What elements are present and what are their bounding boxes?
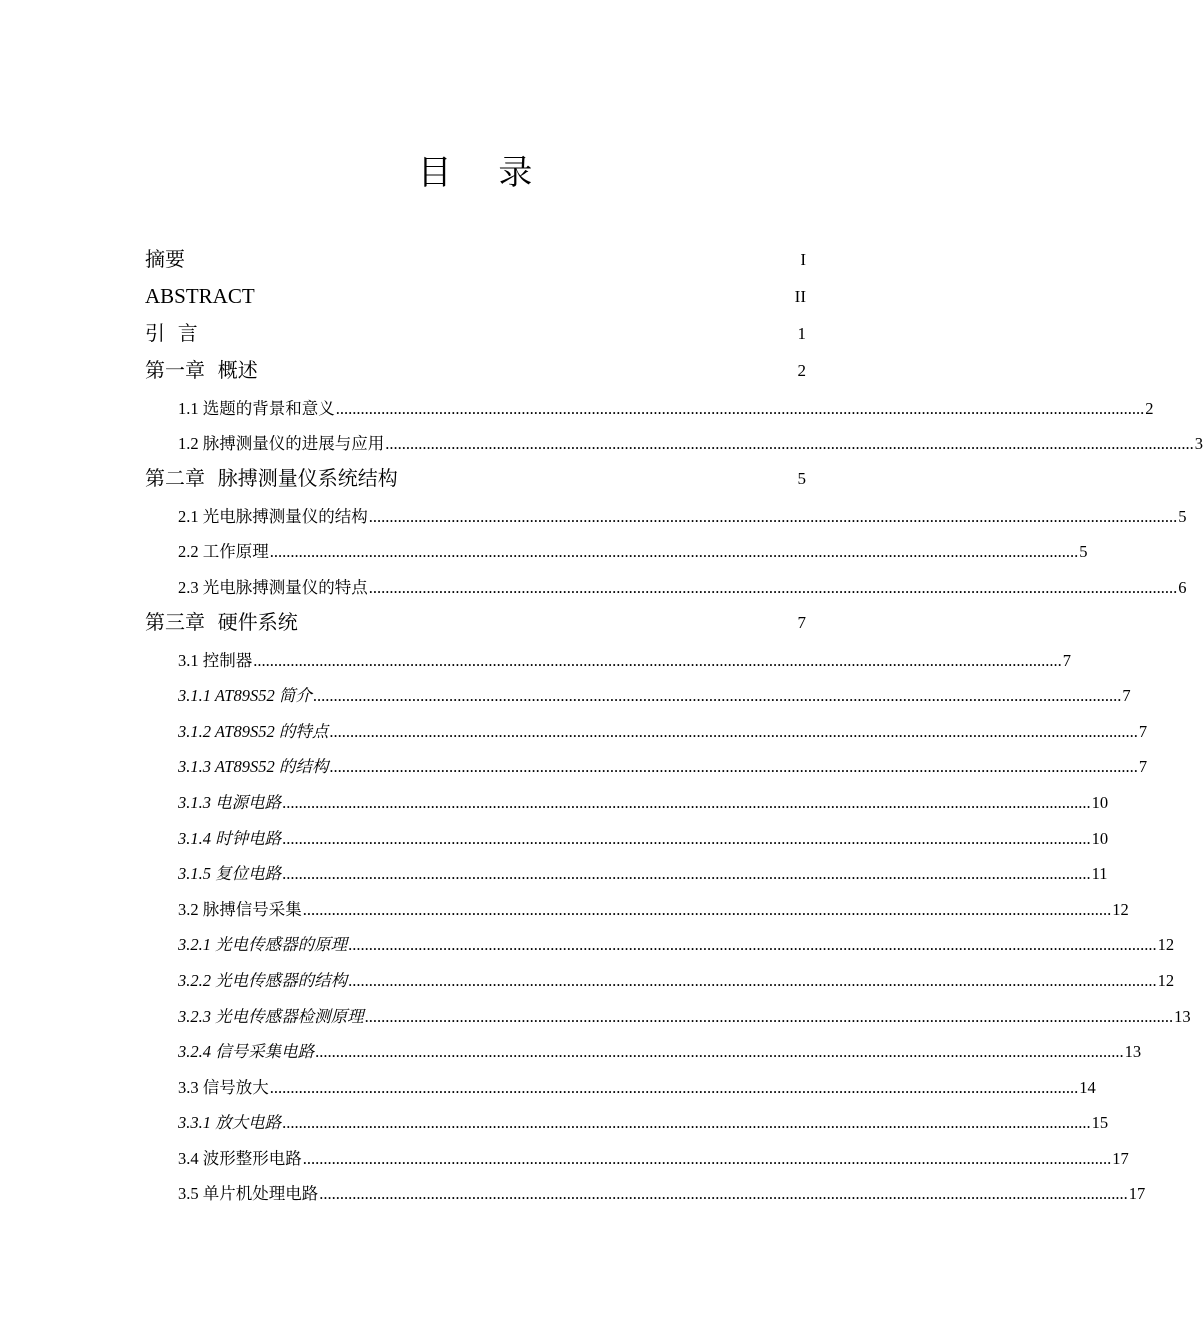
toc-label: 3.2.3 光电传感器检测原理 <box>178 1006 364 1026</box>
toc-label: 3.4 波形整形电路 <box>178 1148 302 1168</box>
toc-entry-3-2-2[interactable] <box>145 955 1175 991</box>
toc-entry-chapter-2[interactable] <box>145 454 806 491</box>
toc-label: 3.1.1 AT89S52 简介 <box>178 686 312 706</box>
toc-leader: .................................................................................................................................................................................................... <box>348 970 1157 990</box>
toc-leader: .................................................................................................................................................................................................... <box>329 757 1138 777</box>
toc-page: 7 <box>1122 686 1131 706</box>
toc-page: 12 <box>1112 899 1129 919</box>
toc-page: 5 <box>1079 542 1088 562</box>
toc-label: 2.1 光电脉搏测量仪的结构 <box>178 506 368 526</box>
toc-page: 7 <box>1138 757 1148 777</box>
toc-entry-chapter-3[interactable] <box>145 598 806 635</box>
toc-entry-3-1-3[interactable] <box>145 742 1148 778</box>
toc-entry-3-1-5[interactable] <box>145 849 1108 885</box>
toc-label: 引 言 <box>145 321 198 345</box>
toc-page: 10 <box>1091 828 1109 848</box>
page-title: 目 录 <box>417 153 551 193</box>
toc-label: 3.2.4 信号采集电路 <box>178 1042 315 1062</box>
toc-entry-3-1-4[interactable] <box>145 813 1109 849</box>
toc-label: 1.2 脉搏测量仪的进展与应用 <box>178 434 385 454</box>
toc-entry-3-3-1[interactable] <box>145 1098 1109 1134</box>
toc-label: 3.1.3 电源电路 <box>178 792 282 812</box>
toc-leader: .................................................................................................................................................................................................... <box>269 542 1079 562</box>
toc-page: 5 <box>1178 506 1187 526</box>
toc-label: 3.2.2 光电传感器的结构 <box>178 970 348 990</box>
toc-entry-3-5[interactable] <box>145 1169 1146 1205</box>
toc-entry-3-1-1[interactable] <box>145 671 1131 707</box>
toc-label: 第一章 概述 <box>145 358 258 382</box>
toc-label: 2.2 工作原理 <box>178 542 269 562</box>
toc-label: 第三章 硬件系统 <box>145 609 298 634</box>
toc-label: 3.2.1 光电传感器的原理 <box>178 935 348 955</box>
toc-leader: .................................................................................................................................................................................................... <box>368 506 1178 526</box>
toc-page: 2 <box>797 361 806 380</box>
toc-label: 第二章 脉搏测量仪系统结构 <box>145 466 398 491</box>
toc-page: 1 <box>797 324 806 343</box>
toc-entry-3-4[interactable] <box>145 1133 1129 1169</box>
toc-page: 12 <box>1157 935 1175 955</box>
toc-leader: .................................................................................................................................................................................................... <box>329 721 1138 741</box>
toc-page: I <box>800 250 806 269</box>
toc-page: 5 <box>797 469 806 489</box>
toc-entry-3-1-2[interactable] <box>145 706 1148 742</box>
toc-entry-introduction[interactable] <box>145 309 806 346</box>
toc-label: 3.2 脉搏信号采集 <box>178 899 302 919</box>
toc-page: 7 <box>797 612 806 632</box>
toc-label: 3.1.5 复位电路 <box>178 864 282 884</box>
toc-entry-2-1[interactable] <box>145 491 1187 527</box>
toc-entry-1-2[interactable] <box>145 419 1203 455</box>
toc-label: 3.1.3 AT89S52 的结构 <box>178 757 329 777</box>
toc-leader: .................................................................................................................................................................................................... <box>302 1148 1112 1168</box>
toc-entry-2-3[interactable] <box>145 562 1187 598</box>
toc-entry-3-1-3-power[interactable] <box>145 777 1109 813</box>
toc-entry-1-1[interactable] <box>145 383 1154 419</box>
toc-entry-chapter-1[interactable] <box>145 346 806 383</box>
toc-leader: .................................................................................................................................................................................................... <box>364 1006 1174 1026</box>
table-of-contents <box>145 235 1203 1204</box>
toc-leader: .................................................................................................................................................................................................... <box>348 935 1157 955</box>
toc-label: 1.1 选题的背景和意义 <box>178 398 335 418</box>
toc-entry-3-1[interactable] <box>145 635 1071 671</box>
toc-page: 17 <box>1128 1184 1146 1204</box>
toc-page: 6 <box>1178 577 1187 597</box>
toc-entry-3-2[interactable] <box>145 884 1129 920</box>
toc-entry-3-2-3[interactable] <box>145 991 1191 1027</box>
toc-label: 3.1.2 AT89S52 的特点 <box>178 721 329 741</box>
toc-entry-abstract-cn[interactable] <box>145 235 806 272</box>
toc-leader: .................................................................................................................................................................................................... <box>282 828 1091 848</box>
toc-leader: .................................................................................................................................................................................................... <box>335 398 1145 418</box>
toc-page: 17 <box>1112 1148 1129 1168</box>
toc-label: 3.3.1 放大电路 <box>178 1113 282 1133</box>
toc-entry-2-2[interactable] <box>145 527 1088 563</box>
toc-page: 11 <box>1091 864 1108 884</box>
toc-leader: .................................................................................................................................................................................................... <box>302 899 1112 919</box>
toc-page: 13 <box>1174 1006 1191 1026</box>
toc-entry-3-2-4[interactable] <box>145 1027 1142 1063</box>
toc-label: 3.1.4 时钟电路 <box>178 828 282 848</box>
toc-page: 15 <box>1091 1113 1109 1133</box>
toc-page: 3 <box>1194 434 1203 454</box>
toc-leader: .................................................................................................................................................................................................... <box>368 577 1178 597</box>
toc-leader: .................................................................................................................................................................................................... <box>282 864 1091 884</box>
toc-leader: .................................................................................................................................................................................................... <box>253 650 1062 670</box>
toc-leader: .................................................................................................................................................................................................... <box>282 792 1091 812</box>
toc-page: 10 <box>1091 792 1109 812</box>
toc-entry-abstract-en[interactable] <box>145 272 806 309</box>
toc-label: ABSTRACT <box>145 284 255 308</box>
toc-page: 2 <box>1145 398 1154 418</box>
toc-page: 7 <box>1062 650 1071 670</box>
toc-label: 摘要 <box>145 247 185 271</box>
toc-leader: .................................................................................................................................................................................................... <box>282 1113 1091 1133</box>
toc-page: 14 <box>1079 1077 1096 1097</box>
toc-leader: .................................................................................................................................................................................................... <box>269 1077 1079 1097</box>
toc-leader: .................................................................................................................................................................................................... <box>385 434 1194 454</box>
toc-leader: .................................................................................................................................................................................................... <box>312 686 1122 706</box>
toc-label: 3.3 信号放大 <box>178 1077 269 1097</box>
toc-entry-3-2-1[interactable] <box>145 920 1175 956</box>
toc-leader: .................................................................................................................................................................................................... <box>315 1042 1124 1062</box>
toc-label: 3.5 单片机处理电路 <box>178 1184 319 1204</box>
toc-page: II <box>794 287 806 306</box>
toc-label: 2.3 光电脉搏测量仪的特点 <box>178 577 368 597</box>
toc-leader: .................................................................................................................................................................................................... <box>319 1184 1128 1204</box>
toc-page: 12 <box>1157 970 1175 990</box>
toc-label: 3.1 控制器 <box>178 650 253 670</box>
toc-entry-3-3[interactable] <box>145 1062 1096 1098</box>
toc-page: 7 <box>1138 721 1148 741</box>
toc-page: 13 <box>1124 1042 1142 1062</box>
